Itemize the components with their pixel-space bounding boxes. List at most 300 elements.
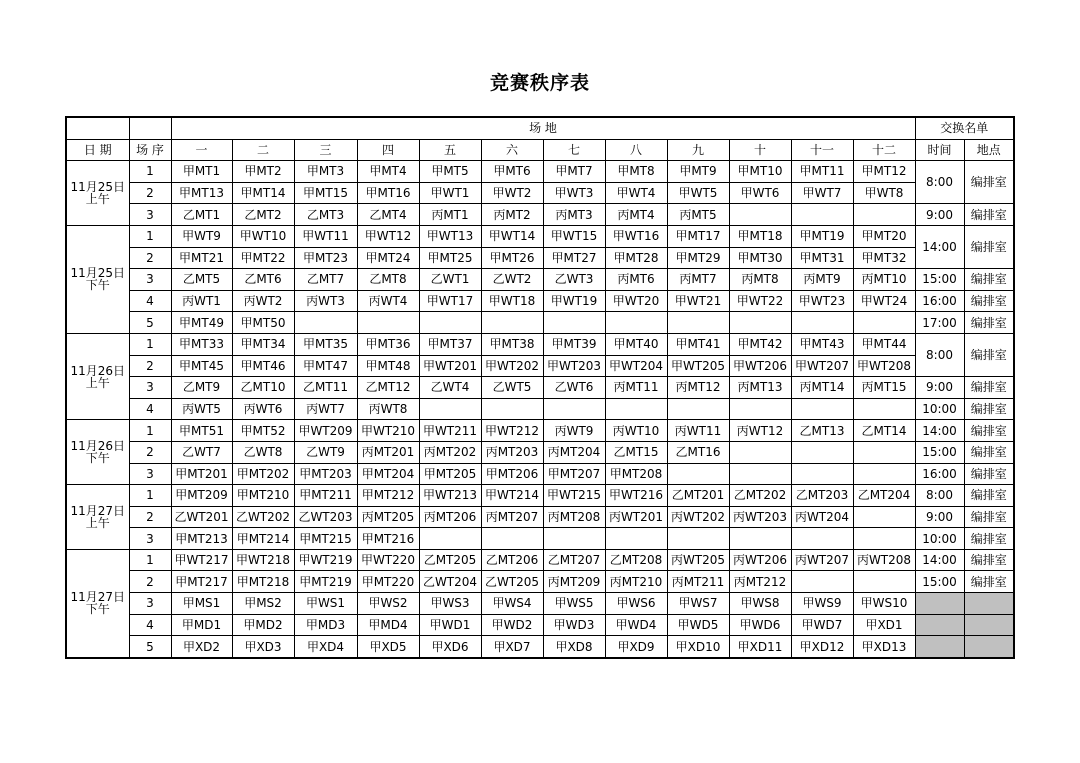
match-cell: 甲MT219 [294, 571, 357, 593]
match-cell: 甲WT10 [232, 225, 294, 247]
match-cell: 甲WT9 [171, 225, 232, 247]
match-cell: 甲WT216 [605, 485, 667, 507]
match-cell: 丙MT10 [853, 269, 915, 291]
venue-column-header: 八 [605, 139, 667, 161]
match-cell: 甲MT45 [171, 355, 232, 377]
match-cell: 甲XD8 [543, 636, 605, 658]
match-cell [791, 528, 853, 550]
match-cell: 甲MT43 [791, 333, 853, 355]
match-cell: 甲MT36 [357, 333, 419, 355]
exchange-place: 编排室 [964, 549, 1014, 571]
match-cell: 丙WT12 [729, 420, 791, 442]
match-cell: 甲XD6 [419, 636, 481, 658]
header-row-top [66, 117, 1014, 139]
table-row [66, 463, 1014, 485]
match-cell: 丙MT2 [481, 204, 543, 226]
match-cell: 甲MT34 [232, 333, 294, 355]
exchange-time: 9:00 [915, 506, 964, 528]
match-cell: 甲WD7 [791, 614, 853, 636]
match-cell: 甲WT205 [667, 355, 729, 377]
match-cell: 甲WT4 [605, 182, 667, 204]
match-cell: 甲MT51 [171, 420, 232, 442]
venue-column-header: 十一 [791, 139, 853, 161]
match-cell: 丙MT210 [605, 571, 667, 593]
schedule-table [65, 116, 1015, 659]
match-cell: 甲MS1 [171, 593, 232, 615]
match-cell: 甲MT26 [481, 247, 543, 269]
match-order: 1 [129, 225, 171, 247]
match-cell: 丙WT8 [357, 398, 419, 420]
match-cell: 甲MT52 [232, 420, 294, 442]
match-cell: 甲WT11 [294, 225, 357, 247]
match-cell: 甲WD3 [543, 614, 605, 636]
match-cell: 甲WS8 [729, 593, 791, 615]
match-cell: 甲WT24 [853, 290, 915, 312]
match-cell: 丙WT2 [232, 290, 294, 312]
match-cell: 甲MT33 [171, 333, 232, 355]
table-row [66, 636, 1014, 658]
match-cell: 丙WT3 [294, 290, 357, 312]
match-cell: 甲MT21 [171, 247, 232, 269]
exchange-place: 编排室 [964, 420, 1014, 442]
match-cell: 甲WD1 [419, 614, 481, 636]
match-cell [543, 312, 605, 334]
match-cell [853, 204, 915, 226]
match-cell [667, 528, 729, 550]
order-header: 场 序 [129, 139, 171, 161]
match-cell: 甲MT3 [294, 161, 357, 183]
match-cell: 乙MT205 [419, 549, 481, 571]
table-row [66, 420, 1014, 442]
match-cell: 丙MT207 [481, 506, 543, 528]
match-cell: 甲MT220 [357, 571, 419, 593]
match-cell: 甲WT3 [543, 182, 605, 204]
exchange-time: 8:00 [915, 485, 964, 507]
match-cell: 甲MT217 [171, 571, 232, 593]
match-cell: 丙MT205 [357, 506, 419, 528]
match-cell [791, 312, 853, 334]
venue-column-header: 二 [232, 139, 294, 161]
match-order: 3 [129, 269, 171, 291]
match-cell: 甲MT40 [605, 333, 667, 355]
match-order: 2 [129, 571, 171, 593]
match-cell: 甲WD2 [481, 614, 543, 636]
session-date: 11月27日 下午 [66, 549, 129, 657]
match-cell: 甲WT6 [729, 182, 791, 204]
exchange-place: 编排室 [964, 485, 1014, 507]
match-cell: 甲MT216 [357, 528, 419, 550]
table-row [66, 333, 1014, 355]
match-cell [543, 528, 605, 550]
match-cell: 乙MT203 [791, 485, 853, 507]
table-row [66, 398, 1014, 420]
match-cell: 甲WT19 [543, 290, 605, 312]
exchange-place: 编排室 [964, 571, 1014, 593]
exchange-time: 14:00 [915, 225, 964, 268]
match-cell [791, 398, 853, 420]
table-row [66, 225, 1014, 247]
match-cell: 丙WT204 [791, 506, 853, 528]
match-cell [729, 398, 791, 420]
match-cell: 甲WT17 [419, 290, 481, 312]
match-cell: 甲MT47 [294, 355, 357, 377]
match-order: 4 [129, 398, 171, 420]
match-cell: 乙WT203 [294, 506, 357, 528]
header-row-columns [66, 139, 1014, 161]
match-cell: 甲MD4 [357, 614, 419, 636]
table-row [66, 290, 1014, 312]
match-cell: 丙MT12 [667, 377, 729, 399]
match-cell: 丙WT1 [171, 290, 232, 312]
match-cell: 甲WT20 [605, 290, 667, 312]
match-cell: 甲WT204 [605, 355, 667, 377]
exchange-time: 17:00 [915, 312, 964, 334]
match-cell [667, 398, 729, 420]
match-order: 3 [129, 593, 171, 615]
venue-column-header: 三 [294, 139, 357, 161]
exchange-place: 编排室 [964, 377, 1014, 399]
match-cell: 甲WD4 [605, 614, 667, 636]
match-cell: 甲WT220 [357, 549, 419, 571]
match-cell: 甲WD5 [667, 614, 729, 636]
match-cell: 甲WT14 [481, 225, 543, 247]
match-cell: 甲XD13 [853, 636, 915, 658]
match-cell: 乙MT1 [171, 204, 232, 226]
exchange-place: 编排室 [964, 161, 1014, 204]
match-cell: 甲MT209 [171, 485, 232, 507]
match-cell: 乙WT4 [419, 377, 481, 399]
match-cell: 丙MT14 [791, 377, 853, 399]
venue-column-header: 十二 [853, 139, 915, 161]
match-cell [605, 528, 667, 550]
match-cell: 乙MT207 [543, 549, 605, 571]
exchange-time: 16:00 [915, 463, 964, 485]
match-cell: 甲WT23 [791, 290, 853, 312]
match-cell [729, 312, 791, 334]
match-cell [481, 398, 543, 420]
session-date: 11月26日 上午 [66, 333, 129, 419]
match-cell: 甲WT210 [357, 420, 419, 442]
exchange-place: 编排室 [964, 463, 1014, 485]
match-cell: 甲WT213 [419, 485, 481, 507]
table-row [66, 614, 1014, 636]
match-cell: 甲WS9 [791, 593, 853, 615]
match-cell: 丙WT208 [853, 549, 915, 571]
venue-column-header: 十 [729, 139, 791, 161]
match-order: 3 [129, 377, 171, 399]
match-order: 5 [129, 636, 171, 658]
match-cell: 甲MT41 [667, 333, 729, 355]
match-cell: 乙MT16 [667, 441, 729, 463]
match-cell: 丙MT209 [543, 571, 605, 593]
match-cell [853, 506, 915, 528]
match-cell: 乙MT12 [357, 377, 419, 399]
table-row [66, 528, 1014, 550]
venue-column-header: 六 [481, 139, 543, 161]
match-cell: 丙MT212 [729, 571, 791, 593]
match-order: 1 [129, 549, 171, 571]
match-cell: 甲WT16 [605, 225, 667, 247]
match-cell: 甲MT211 [294, 485, 357, 507]
date-header: 日 期 [66, 139, 129, 161]
match-cell: 甲MT28 [605, 247, 667, 269]
match-cell: 甲XD12 [791, 636, 853, 658]
table-row [66, 593, 1014, 615]
match-cell: 甲WS7 [667, 593, 729, 615]
match-cell [729, 204, 791, 226]
table-row [66, 269, 1014, 291]
match-cell: 甲MT19 [791, 225, 853, 247]
match-cell [481, 312, 543, 334]
session-date: 11月25日 上午 [66, 161, 129, 226]
match-cell: 甲MT204 [357, 463, 419, 485]
match-cell: 甲MT206 [481, 463, 543, 485]
match-cell: 丙MT206 [419, 506, 481, 528]
match-cell: 乙MT11 [294, 377, 357, 399]
exchange-place: 编排室 [964, 333, 1014, 376]
match-cell: 乙MT5 [171, 269, 232, 291]
exchange-place: 编排室 [964, 204, 1014, 226]
match-cell: 甲XD3 [232, 636, 294, 658]
table-row [66, 506, 1014, 528]
match-cell: 甲XD7 [481, 636, 543, 658]
match-cell: 乙WT204 [419, 571, 481, 593]
match-cell: 甲MT27 [543, 247, 605, 269]
match-cell: 丙MT8 [729, 269, 791, 291]
exchange-time: 8:00 [915, 161, 964, 204]
exchange-time: 9:00 [915, 204, 964, 226]
table-row [66, 312, 1014, 334]
match-cell: 丙MT203 [481, 441, 543, 463]
match-cell: 甲MT37 [419, 333, 481, 355]
venue-column-header: 一 [171, 139, 232, 161]
match-cell: 乙MT2 [232, 204, 294, 226]
match-cell: 甲MT213 [171, 528, 232, 550]
match-cell: 甲WT13 [419, 225, 481, 247]
match-cell: 甲WT211 [419, 420, 481, 442]
match-cell: 甲XD10 [667, 636, 729, 658]
match-cell: 甲MT207 [543, 463, 605, 485]
exchange-time: 15:00 [915, 571, 964, 593]
match-cell: 甲MT50 [232, 312, 294, 334]
match-cell: 甲WS4 [481, 593, 543, 615]
exchange-place: 编排室 [964, 528, 1014, 550]
session-date: 11月27日 上午 [66, 485, 129, 550]
match-cell: 乙MT10 [232, 377, 294, 399]
match-cell: 甲WS10 [853, 593, 915, 615]
match-cell: 乙MT206 [481, 549, 543, 571]
exchange-time: 15:00 [915, 269, 964, 291]
match-cell: 甲MT12 [853, 161, 915, 183]
match-cell: 甲MT31 [791, 247, 853, 269]
match-cell: 甲MT218 [232, 571, 294, 593]
match-cell [481, 528, 543, 550]
exchange-time: 14:00 [915, 549, 964, 571]
match-order: 3 [129, 204, 171, 226]
table-row [66, 355, 1014, 377]
match-cell [853, 528, 915, 550]
match-cell: 甲MT13 [171, 182, 232, 204]
match-cell: 丙WT202 [667, 506, 729, 528]
session-date: 11月25日 下午 [66, 225, 129, 333]
match-cell: 丙WT5 [171, 398, 232, 420]
match-cell: 甲WS5 [543, 593, 605, 615]
match-cell [294, 312, 357, 334]
exchange-time: 8:00 [915, 333, 964, 376]
match-cell [853, 441, 915, 463]
match-cell: 乙MT8 [357, 269, 419, 291]
match-order: 5 [129, 312, 171, 334]
match-cell: 乙MT202 [729, 485, 791, 507]
match-cell: 乙MT6 [232, 269, 294, 291]
match-cell: 甲WS3 [419, 593, 481, 615]
match-cell: 乙WT201 [171, 506, 232, 528]
match-cell: 甲MT42 [729, 333, 791, 355]
match-cell: 甲WT215 [543, 485, 605, 507]
match-cell: 丙WT6 [232, 398, 294, 420]
match-cell: 乙WT7 [171, 441, 232, 463]
match-cell: 甲MT4 [357, 161, 419, 183]
match-cell: 甲WT202 [481, 355, 543, 377]
match-order: 2 [129, 355, 171, 377]
table-row [66, 247, 1014, 269]
match-cell: 乙MT204 [853, 485, 915, 507]
exchange-place: 编排室 [964, 506, 1014, 528]
match-cell: 乙WT9 [294, 441, 357, 463]
match-order: 1 [129, 420, 171, 442]
corner-cell [66, 117, 129, 139]
match-cell: 甲MT44 [853, 333, 915, 355]
match-cell [729, 463, 791, 485]
match-cell: 甲MT9 [667, 161, 729, 183]
match-cell: 甲WT212 [481, 420, 543, 442]
exchange-place: 编排室 [964, 269, 1014, 291]
match-cell: 丙MT202 [419, 441, 481, 463]
exchange-time: 16:00 [915, 290, 964, 312]
match-cell: 乙MT3 [294, 204, 357, 226]
match-order: 2 [129, 182, 171, 204]
match-cell [853, 571, 915, 593]
match-cell: 甲WT218 [232, 549, 294, 571]
match-order: 1 [129, 485, 171, 507]
match-cell: 甲XD4 [294, 636, 357, 658]
match-cell: 甲WT15 [543, 225, 605, 247]
match-cell: 甲WT203 [543, 355, 605, 377]
match-cell: 丙WT11 [667, 420, 729, 442]
match-cell: 甲MT23 [294, 247, 357, 269]
match-cell: 乙MT7 [294, 269, 357, 291]
table-row [66, 485, 1014, 507]
match-order: 1 [129, 333, 171, 355]
match-order: 2 [129, 247, 171, 269]
match-cell [357, 312, 419, 334]
match-cell: 甲MT5 [419, 161, 481, 183]
match-cell [791, 571, 853, 593]
match-cell: 甲MD3 [294, 614, 357, 636]
match-cell [791, 463, 853, 485]
match-cell: 甲MT17 [667, 225, 729, 247]
match-cell: 甲MT214 [232, 528, 294, 550]
match-cell: 乙WT8 [232, 441, 294, 463]
match-cell [543, 398, 605, 420]
match-cell: 丙WT10 [605, 420, 667, 442]
match-cell: 甲WT8 [853, 182, 915, 204]
match-cell: 乙MT9 [171, 377, 232, 399]
match-cell: 丙WT205 [667, 549, 729, 571]
match-cell: 甲MT14 [232, 182, 294, 204]
page-title: 竞赛秩序表 [489, 72, 590, 94]
match-cell [791, 204, 853, 226]
exchange-time [915, 614, 964, 636]
match-cell: 甲MT208 [605, 463, 667, 485]
time-header: 时间 [915, 139, 964, 161]
table-row [66, 571, 1014, 593]
match-cell: 甲MT10 [729, 161, 791, 183]
exchange-time [915, 593, 964, 615]
match-cell: 甲WT2 [481, 182, 543, 204]
match-cell: 甲MT8 [605, 161, 667, 183]
venue-column-header: 五 [419, 139, 481, 161]
match-cell: 丙MT7 [667, 269, 729, 291]
venue-column-header: 四 [357, 139, 419, 161]
match-cell: 甲WT201 [419, 355, 481, 377]
match-cell: 丙MT211 [667, 571, 729, 593]
table-row [66, 204, 1014, 226]
match-cell: 甲MT49 [171, 312, 232, 334]
match-cell: 甲WT206 [729, 355, 791, 377]
match-cell: 丙WT201 [605, 506, 667, 528]
match-cell [419, 398, 481, 420]
place-header: 地点 [964, 139, 1014, 161]
match-cell: 甲XD9 [605, 636, 667, 658]
match-order: 2 [129, 506, 171, 528]
match-order: 4 [129, 614, 171, 636]
match-cell: 丙WT206 [729, 549, 791, 571]
match-cell: 甲WT21 [667, 290, 729, 312]
match-cell: 丙MT4 [605, 204, 667, 226]
match-cell: 甲MT32 [853, 247, 915, 269]
match-cell: 甲WS1 [294, 593, 357, 615]
exchange-place [964, 593, 1014, 615]
match-cell: 乙MT4 [357, 204, 419, 226]
table-row [66, 182, 1014, 204]
match-cell: 甲MT38 [481, 333, 543, 355]
match-cell: 甲MT205 [419, 463, 481, 485]
match-cell: 甲XD1 [853, 614, 915, 636]
match-cell: 甲MD1 [171, 614, 232, 636]
match-cell: 乙WT2 [481, 269, 543, 291]
match-cell [667, 463, 729, 485]
match-cell [853, 463, 915, 485]
match-order: 4 [129, 290, 171, 312]
match-cell: 甲WD6 [729, 614, 791, 636]
match-cell: 丙MT5 [667, 204, 729, 226]
match-cell: 甲MT24 [357, 247, 419, 269]
match-cell: 乙WT5 [481, 377, 543, 399]
exchange-place: 编排室 [964, 225, 1014, 268]
match-cell: 甲MT29 [667, 247, 729, 269]
match-cell: 甲WT217 [171, 549, 232, 571]
exchange-header: 交换名单 [915, 117, 1014, 139]
match-cell: 丙WT7 [294, 398, 357, 420]
match-cell: 甲WT208 [853, 355, 915, 377]
match-cell: 丙MT6 [605, 269, 667, 291]
match-cell [667, 312, 729, 334]
venue-header: 场 地 [171, 117, 915, 139]
match-cell: 丙MT204 [543, 441, 605, 463]
match-cell: 丙MT3 [543, 204, 605, 226]
match-cell [419, 312, 481, 334]
